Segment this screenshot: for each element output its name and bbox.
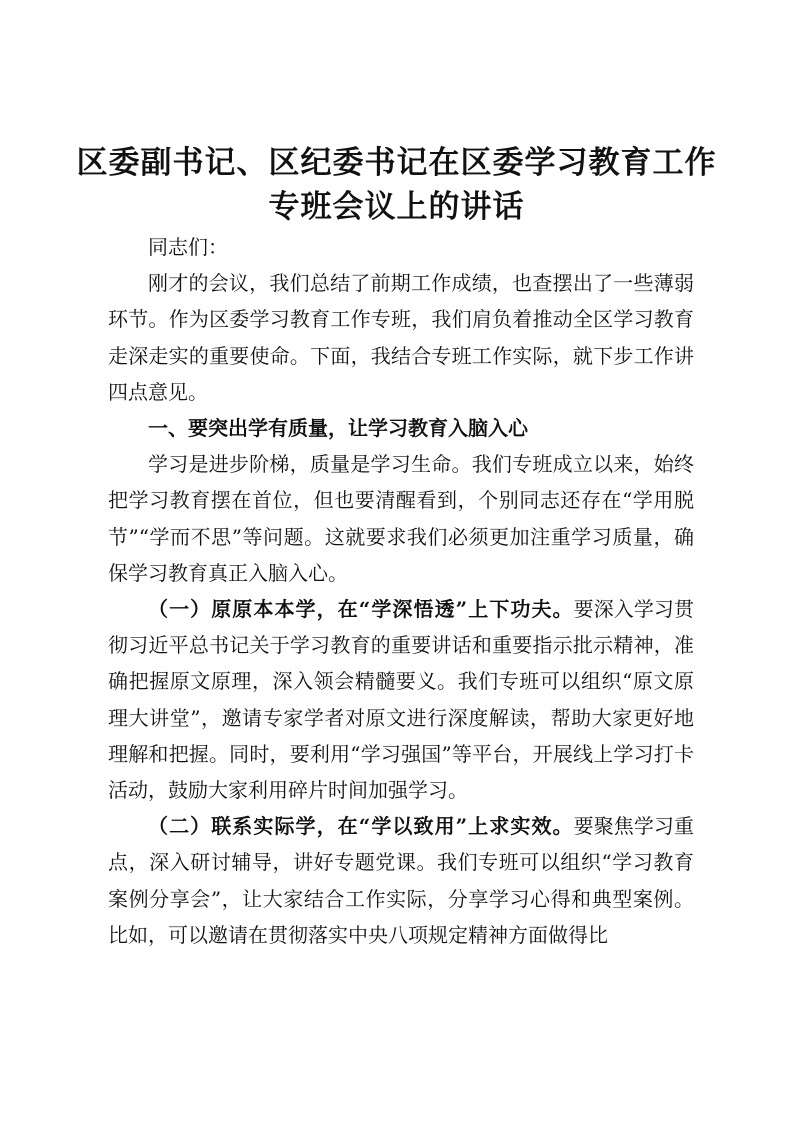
section-1-heading: 一、要突出学有质量，让学习教育入脑入心 <box>148 416 528 441</box>
subsection-1-heading: （一）原原本本学，在“学深悟透”上下功夫。 <box>148 597 574 622</box>
document-body <box>108 229 694 953</box>
intro-paragraph: 刚才的会议，我们总结了前期工作成绩，也查摆出了一些薄弱环节。作为区委学习教育工作专班，我们肩负着推动全区学习教育走深走实的重要使命。下面，我结合专班工作实际，就下步工作讲四点意见。 <box>108 271 694 404</box>
document-title-line-1: 区委副书记、区纪委书记在区委学习教育工作 <box>76 145 717 181</box>
subsection-2-paragraph <box>108 808 694 953</box>
subsection-1-body: 要深入学习贯彻习近平总书记关于学习教育的重要讲话和重要指示批示精神，准确把握原文原理，深入领会精髓要义。我们专班可以组织“原文原理大讲堂”，邀请专家学者对原文进行深度解读，帮助大家更好地理解和把握。同时，要利用“学习强国”等平台，开展线上学习打卡活动，鼓励大家利用碎片时间加强学习。 <box>108 597 695 803</box>
section-1-paragraph: 学习是进步阶梯，质量是学习生命。我们专班成立以来，始终把学习教育摆在首位，但也要清醒看到，个别同志还存在“学用脱节”“学而不思”等问题。这就要求我们必须更加注重学习质量，确保学习教育真正入脑入心。 <box>108 452 694 585</box>
subsection-1-paragraph <box>108 591 694 808</box>
subsection-2-heading: （二）联系实际学，在“学以致用”上求实效。 <box>148 814 574 839</box>
document-title-line-2: 专班会议上的讲话 <box>268 189 525 225</box>
salutation: 同志们： <box>148 235 228 259</box>
subsection-2-body: 要聚焦学习重点，深入研讨辅导，讲好专题党课。我们专班可以组织“学习教育案例分享会”，让大家结合工作实际，分享学习心得和典型案例。比如，可以邀请在贯彻落实中央八项规定精神方面做得比 <box>108 814 695 947</box>
